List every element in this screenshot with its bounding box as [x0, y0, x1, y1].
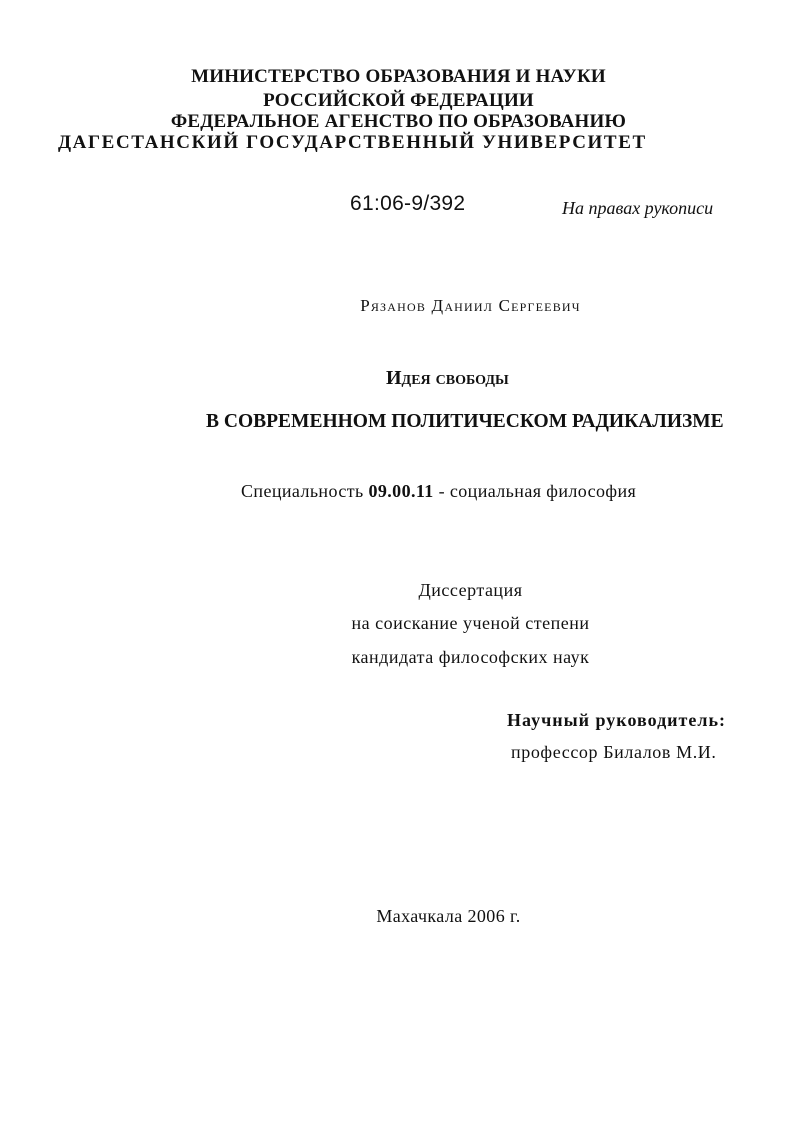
- thesis-title-line-2: В СОВРЕМЕННОМ ПОЛИТИЧЕСКОМ РАДИКАЛИЗМЕ: [206, 411, 724, 432]
- advisor-name: профессор Билалов М.И.: [511, 742, 717, 762]
- author-name: Рязанов Даниил Сергеевич: [360, 296, 581, 315]
- library-call-number: 61:06-9/392: [350, 192, 466, 215]
- federation-heading: РОССИЙСКОЙ ФЕДЕРАЦИИ: [263, 90, 534, 111]
- manuscript-rights-note: На правах рукописи: [562, 198, 714, 218]
- advisor-label: Научный руководитель:: [507, 710, 726, 730]
- specialty-suffix: - социальная философия: [433, 481, 637, 501]
- dissertation-label: Диссертация: [418, 580, 523, 600]
- university-heading: ДАГЕСТАНСКИЙ ГОСУДАРСТВЕННЫЙ УНИВЕРСИТЕТ: [58, 132, 647, 153]
- specialty-line: [241, 481, 636, 502]
- city-year: Махачкала 2006 г.: [376, 906, 521, 926]
- ministry-heading: МИНИСТЕРСТВО ОБРАЗОВАНИЯ И НАУКИ: [191, 66, 606, 87]
- degree-field-line: кандидата философских наук: [351, 647, 590, 667]
- agency-heading: ФЕДЕРАЛЬНОЕ АГЕНСТВО ПО ОБРАЗОВАНИЮ: [170, 111, 627, 132]
- degree-line: на соискание ученой степени: [351, 613, 590, 633]
- thesis-title-line-1: Идея свободы: [386, 367, 509, 389]
- specialty-code: 09.00.11: [368, 481, 434, 501]
- specialty-prefix: Специальность: [241, 481, 369, 501]
